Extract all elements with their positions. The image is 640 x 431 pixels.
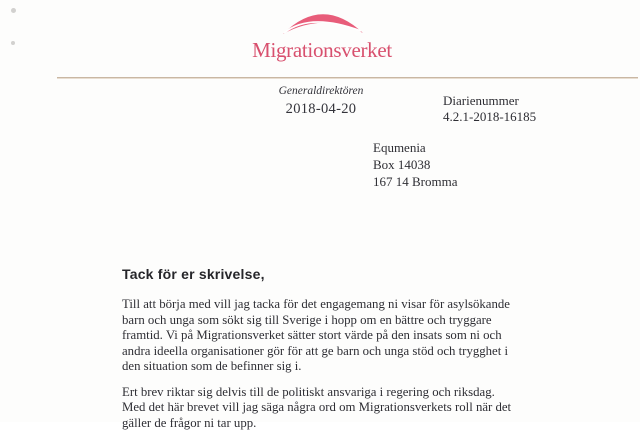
migrationsverket-arc-icon bbox=[282, 7, 364, 35]
body-line: Ert brev riktar sig delvis till de politiskt ansvariga i regering och riksdag. bbox=[122, 385, 562, 401]
logo-wordmark: Migrationsverket bbox=[230, 38, 414, 63]
recipient-address bbox=[373, 139, 458, 190]
diary-number: 4.2.1-2018-16185 bbox=[443, 109, 536, 125]
letter-date: 2018-04-20 bbox=[235, 101, 407, 118]
diary-label: Diarienummer bbox=[443, 93, 536, 109]
body-line: andra ideella organisationer gör för att ge barn och unga stöd och trygghet i bbox=[122, 344, 562, 360]
letter-heading: Tack för er skrivelse, bbox=[122, 266, 265, 282]
body-line: Till att börja med vill jag tacka för det engagemang ni visar för asylsökande bbox=[122, 297, 562, 313]
body-line: Med det här brevet vill jag säga några ord om Migrationsverkets roll när det bbox=[122, 400, 562, 416]
recipient-box: Box 14038 bbox=[373, 156, 458, 173]
recipient-city: 167 14 Bromma bbox=[373, 173, 458, 190]
recipient-name: Equmenia bbox=[373, 139, 458, 156]
body-line-clipped: gäller de frågor ni tar upp. bbox=[122, 416, 562, 431]
scan-artifact-speck bbox=[11, 8, 16, 13]
sender-block bbox=[235, 85, 407, 118]
body-line: barn och unga som sökt sig till Sverige i hopp om en bättre och tryggare bbox=[122, 313, 562, 329]
paragraph bbox=[122, 297, 562, 375]
body-line: den situation som de befinner sig i. bbox=[122, 359, 562, 375]
scan-artifact-speck bbox=[11, 41, 15, 45]
letter-body bbox=[122, 297, 562, 431]
paragraph bbox=[122, 385, 562, 431]
body-line: framtid. Vi på Migrationsverket sätter stort värde på den insats som ni och bbox=[122, 328, 562, 344]
letterhead-divider bbox=[57, 77, 638, 79]
diary-number-block bbox=[443, 93, 536, 124]
sender-title: Generaldirektören bbox=[235, 85, 407, 97]
